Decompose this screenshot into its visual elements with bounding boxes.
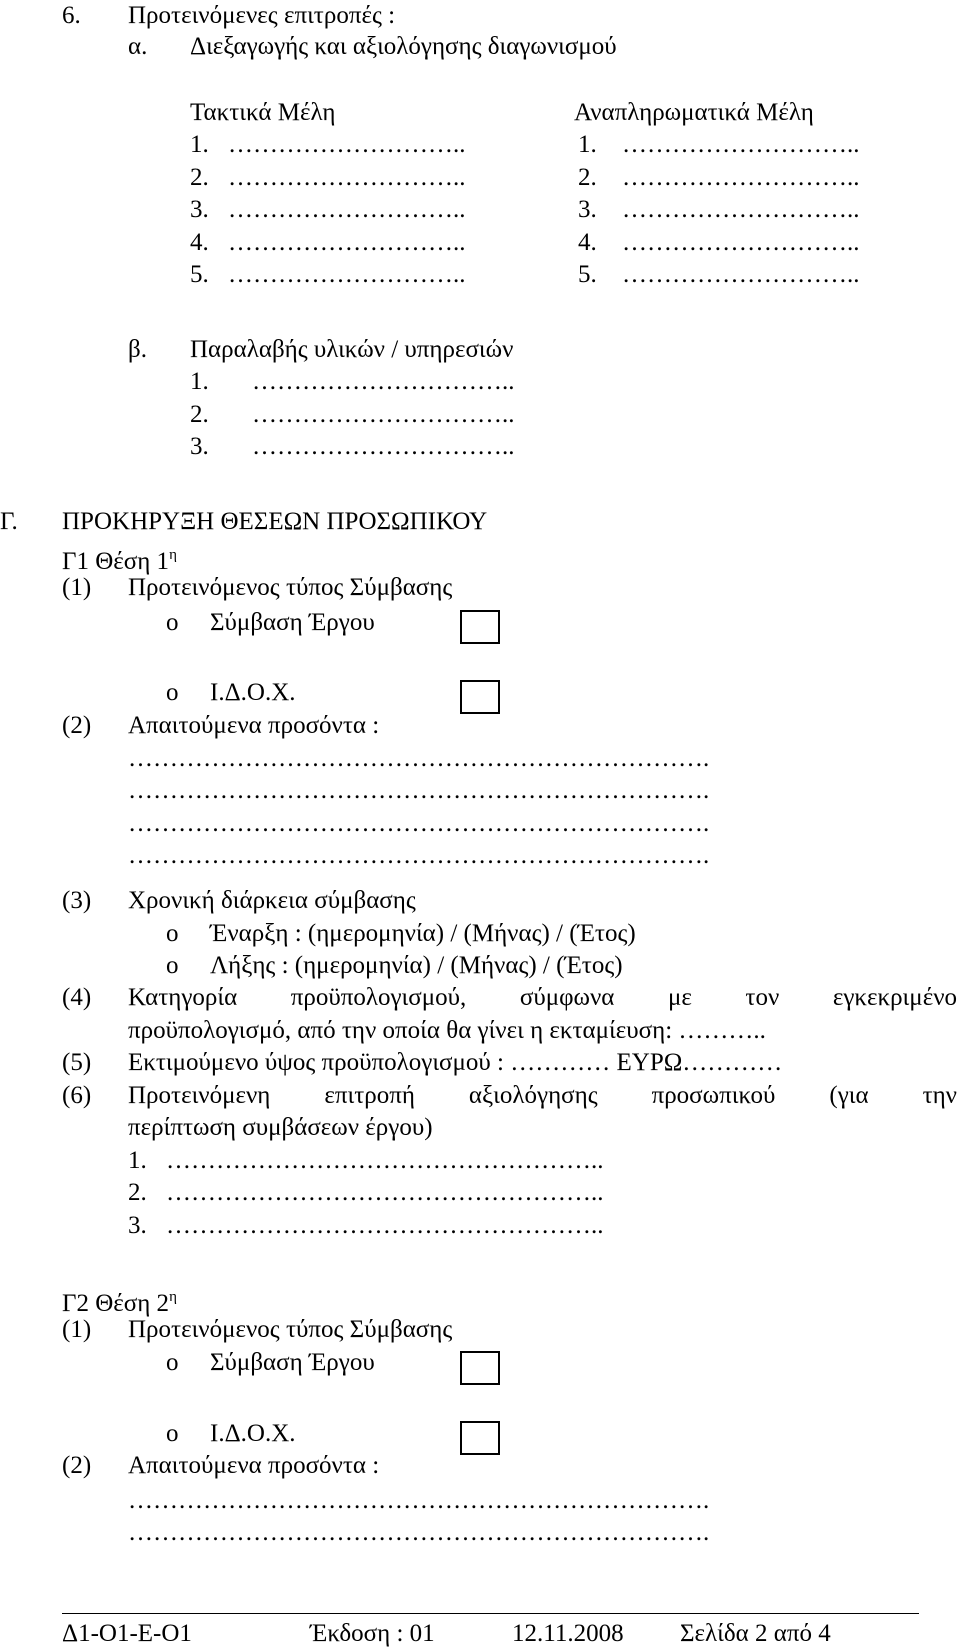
section-g-marker: Γ. xyxy=(0,508,18,535)
item-6-title: Προτεινόμενες επιτροπές : xyxy=(128,2,396,29)
contract-type-label: Προτεινόμενος τύπος Σύμβασης xyxy=(128,574,453,601)
position-2-sup: η xyxy=(169,1289,177,1305)
item-6-number: 6. xyxy=(62,2,81,29)
idox-option-label: Ι.Δ.Ο.Χ. xyxy=(210,1420,296,1447)
bullet: o xyxy=(166,1349,179,1376)
footer-edition: Έκδοση : 01 xyxy=(310,1620,435,1647)
idox-option-label: Ι.Δ.Ο.Χ. xyxy=(210,679,296,706)
regular-member-number: 2. xyxy=(190,164,209,191)
footer-document-code: Δ1-Ο1-Ε-Ο1 xyxy=(62,1620,192,1647)
receipt-member-dots: ………………………….. xyxy=(252,368,515,395)
committee-member-number: 1. xyxy=(128,1147,147,1174)
budget-category-line-1: Κατηγορία προϋπολογισμού, σύμφωνα με τον εγκεκριμένο xyxy=(128,984,957,1011)
committee-member-number: 3. xyxy=(128,1212,147,1239)
qualifications-dotline: ……………………………………………………………. xyxy=(128,1487,710,1514)
qualifications-dotline: ……………………………………………………………. xyxy=(128,1519,710,1546)
position-1-sup: η xyxy=(169,547,177,563)
receipt-member-number: 2. xyxy=(190,401,209,428)
regular-member-dots: ……………………….. xyxy=(228,164,466,191)
qualifications-number: (2) xyxy=(62,712,92,739)
committee-member-dots: …………………………………………….. xyxy=(166,1147,604,1174)
item-6b-marker: β. xyxy=(128,336,147,363)
idox-checkbox[interactable] xyxy=(460,1421,500,1455)
work-contract-option-label: Σύμβαση Έργου xyxy=(210,1349,375,1376)
bullet: o xyxy=(166,1420,179,1447)
alternate-member-dots: ……………………….. xyxy=(622,196,860,223)
committee-member-dots: …………………………………………….. xyxy=(166,1212,604,1239)
alternate-member-number: 3. xyxy=(578,196,597,223)
regular-member-dots: ……………………….. xyxy=(228,261,466,288)
budget-estimate-number: (5) xyxy=(62,1049,92,1076)
duration-label: Χρονική διάρκεια σύμβασης xyxy=(128,887,416,914)
committee-member-number: 2. xyxy=(128,1179,147,1206)
work-contract-checkbox[interactable] xyxy=(460,610,500,644)
regular-member-number: 4. xyxy=(190,229,209,256)
idox-checkbox[interactable] xyxy=(460,680,500,714)
qualifications-dotline: ……………………………………………………………. xyxy=(128,810,710,837)
bullet: o xyxy=(166,952,179,979)
regular-member-number: 1. xyxy=(190,131,209,158)
alternate-member-number: 1. xyxy=(578,131,597,158)
qualifications-label: Απαιτούμενα προσόντα : xyxy=(128,1452,380,1479)
regular-member-dots: ……………………….. xyxy=(228,131,466,158)
footer-date: 12.11.2008 xyxy=(512,1620,624,1647)
budget-category-line-2: προϋπολογισμό, από την οποία θα γίνει η εκταμίευση: ……….. xyxy=(128,1017,766,1044)
work-contract-option-label: Σύμβαση Έργου xyxy=(210,609,375,636)
regular-members-header: Τακτικά Μέλη xyxy=(190,99,336,126)
receipt-member-dots: ………………………….. xyxy=(252,433,515,460)
bullet: o xyxy=(166,609,179,636)
receipt-member-number: 3. xyxy=(190,433,209,460)
committee-member-dots: …………………………………………….. xyxy=(166,1179,604,1206)
work-contract-checkbox[interactable] xyxy=(460,1351,500,1385)
position-1-label: Γ1 Θέση 1 xyxy=(62,548,170,575)
footer-page-number: Σελίδα 2 από 4 xyxy=(680,1620,831,1647)
alternate-member-dots: ……………………….. xyxy=(622,131,860,158)
evaluation-committee-line-2: περίπτωση συμβάσεων έργου) xyxy=(128,1114,433,1141)
alternate-member-dots: ……………………….. xyxy=(622,229,860,256)
duration-number: (3) xyxy=(62,887,92,914)
footer-divider xyxy=(62,1613,919,1614)
regular-member-number: 3. xyxy=(190,196,209,223)
qualifications-dotline: ……………………………………………………………. xyxy=(128,842,710,869)
alternate-member-number: 5. xyxy=(578,261,597,288)
position-2-label: Γ2 Θέση 2 xyxy=(62,1290,170,1317)
regular-member-number: 5. xyxy=(190,261,209,288)
evaluation-committee-line-1: Προτεινόμενη επιτροπή αξιολόγησης προσωπικού (για την xyxy=(128,1082,957,1109)
qualifications-dotline: ……………………………………………………………. xyxy=(128,777,710,804)
bullet: o xyxy=(166,920,179,947)
regular-member-dots: ……………………….. xyxy=(228,229,466,256)
item-6a-marker: α. xyxy=(128,33,148,60)
alternate-member-dots: ……………………….. xyxy=(622,261,860,288)
regular-member-dots: ……………………….. xyxy=(228,196,466,223)
start-date-line: Έναρξη : (ημερομηνία) / (Μήνας) / (Έτος) xyxy=(210,920,636,947)
evaluation-committee-number: (6) xyxy=(62,1082,92,1109)
qualifications-number: (2) xyxy=(62,1452,92,1479)
section-g-title: ΠΡΟΚΗΡΥΞΗ ΘΕΣΕΩΝ ΠΡΟΣΩΠΙΚΟΥ xyxy=(62,508,488,535)
contract-type-number: (1) xyxy=(62,574,92,601)
item-6a-title: Διεξαγωγής και αξιολόγησης διαγωνισμού xyxy=(190,33,617,60)
qualifications-dotline: ……………………………………………………………. xyxy=(128,745,710,772)
alternate-member-number: 4. xyxy=(578,229,597,256)
receipt-member-number: 1. xyxy=(190,368,209,395)
qualifications-label: Απαιτούμενα προσόντα : xyxy=(128,712,380,739)
contract-type-label: Προτεινόμενος τύπος Σύμβασης xyxy=(128,1316,453,1343)
alternate-member-dots: ……………………….. xyxy=(622,164,860,191)
receipt-member-dots: ………………………….. xyxy=(252,401,515,428)
contract-type-number: (1) xyxy=(62,1316,92,1343)
alternate-member-number: 2. xyxy=(578,164,597,191)
item-6b-title: Παραλαβής υλικών / υπηρεσιών xyxy=(190,336,514,363)
alternate-members-header: Αναπληρωματικά Μέλη xyxy=(574,99,814,126)
bullet: o xyxy=(166,679,179,706)
end-date-line: Λήξης : (ημερομηνία) / (Μήνας) / (Έτος) xyxy=(210,952,623,979)
budget-category-number: (4) xyxy=(62,984,92,1011)
budget-estimate-line: Εκτιμούμενο ύψος προϋπολογισμού : ………… ΕΥΡΩ………… xyxy=(128,1049,783,1076)
